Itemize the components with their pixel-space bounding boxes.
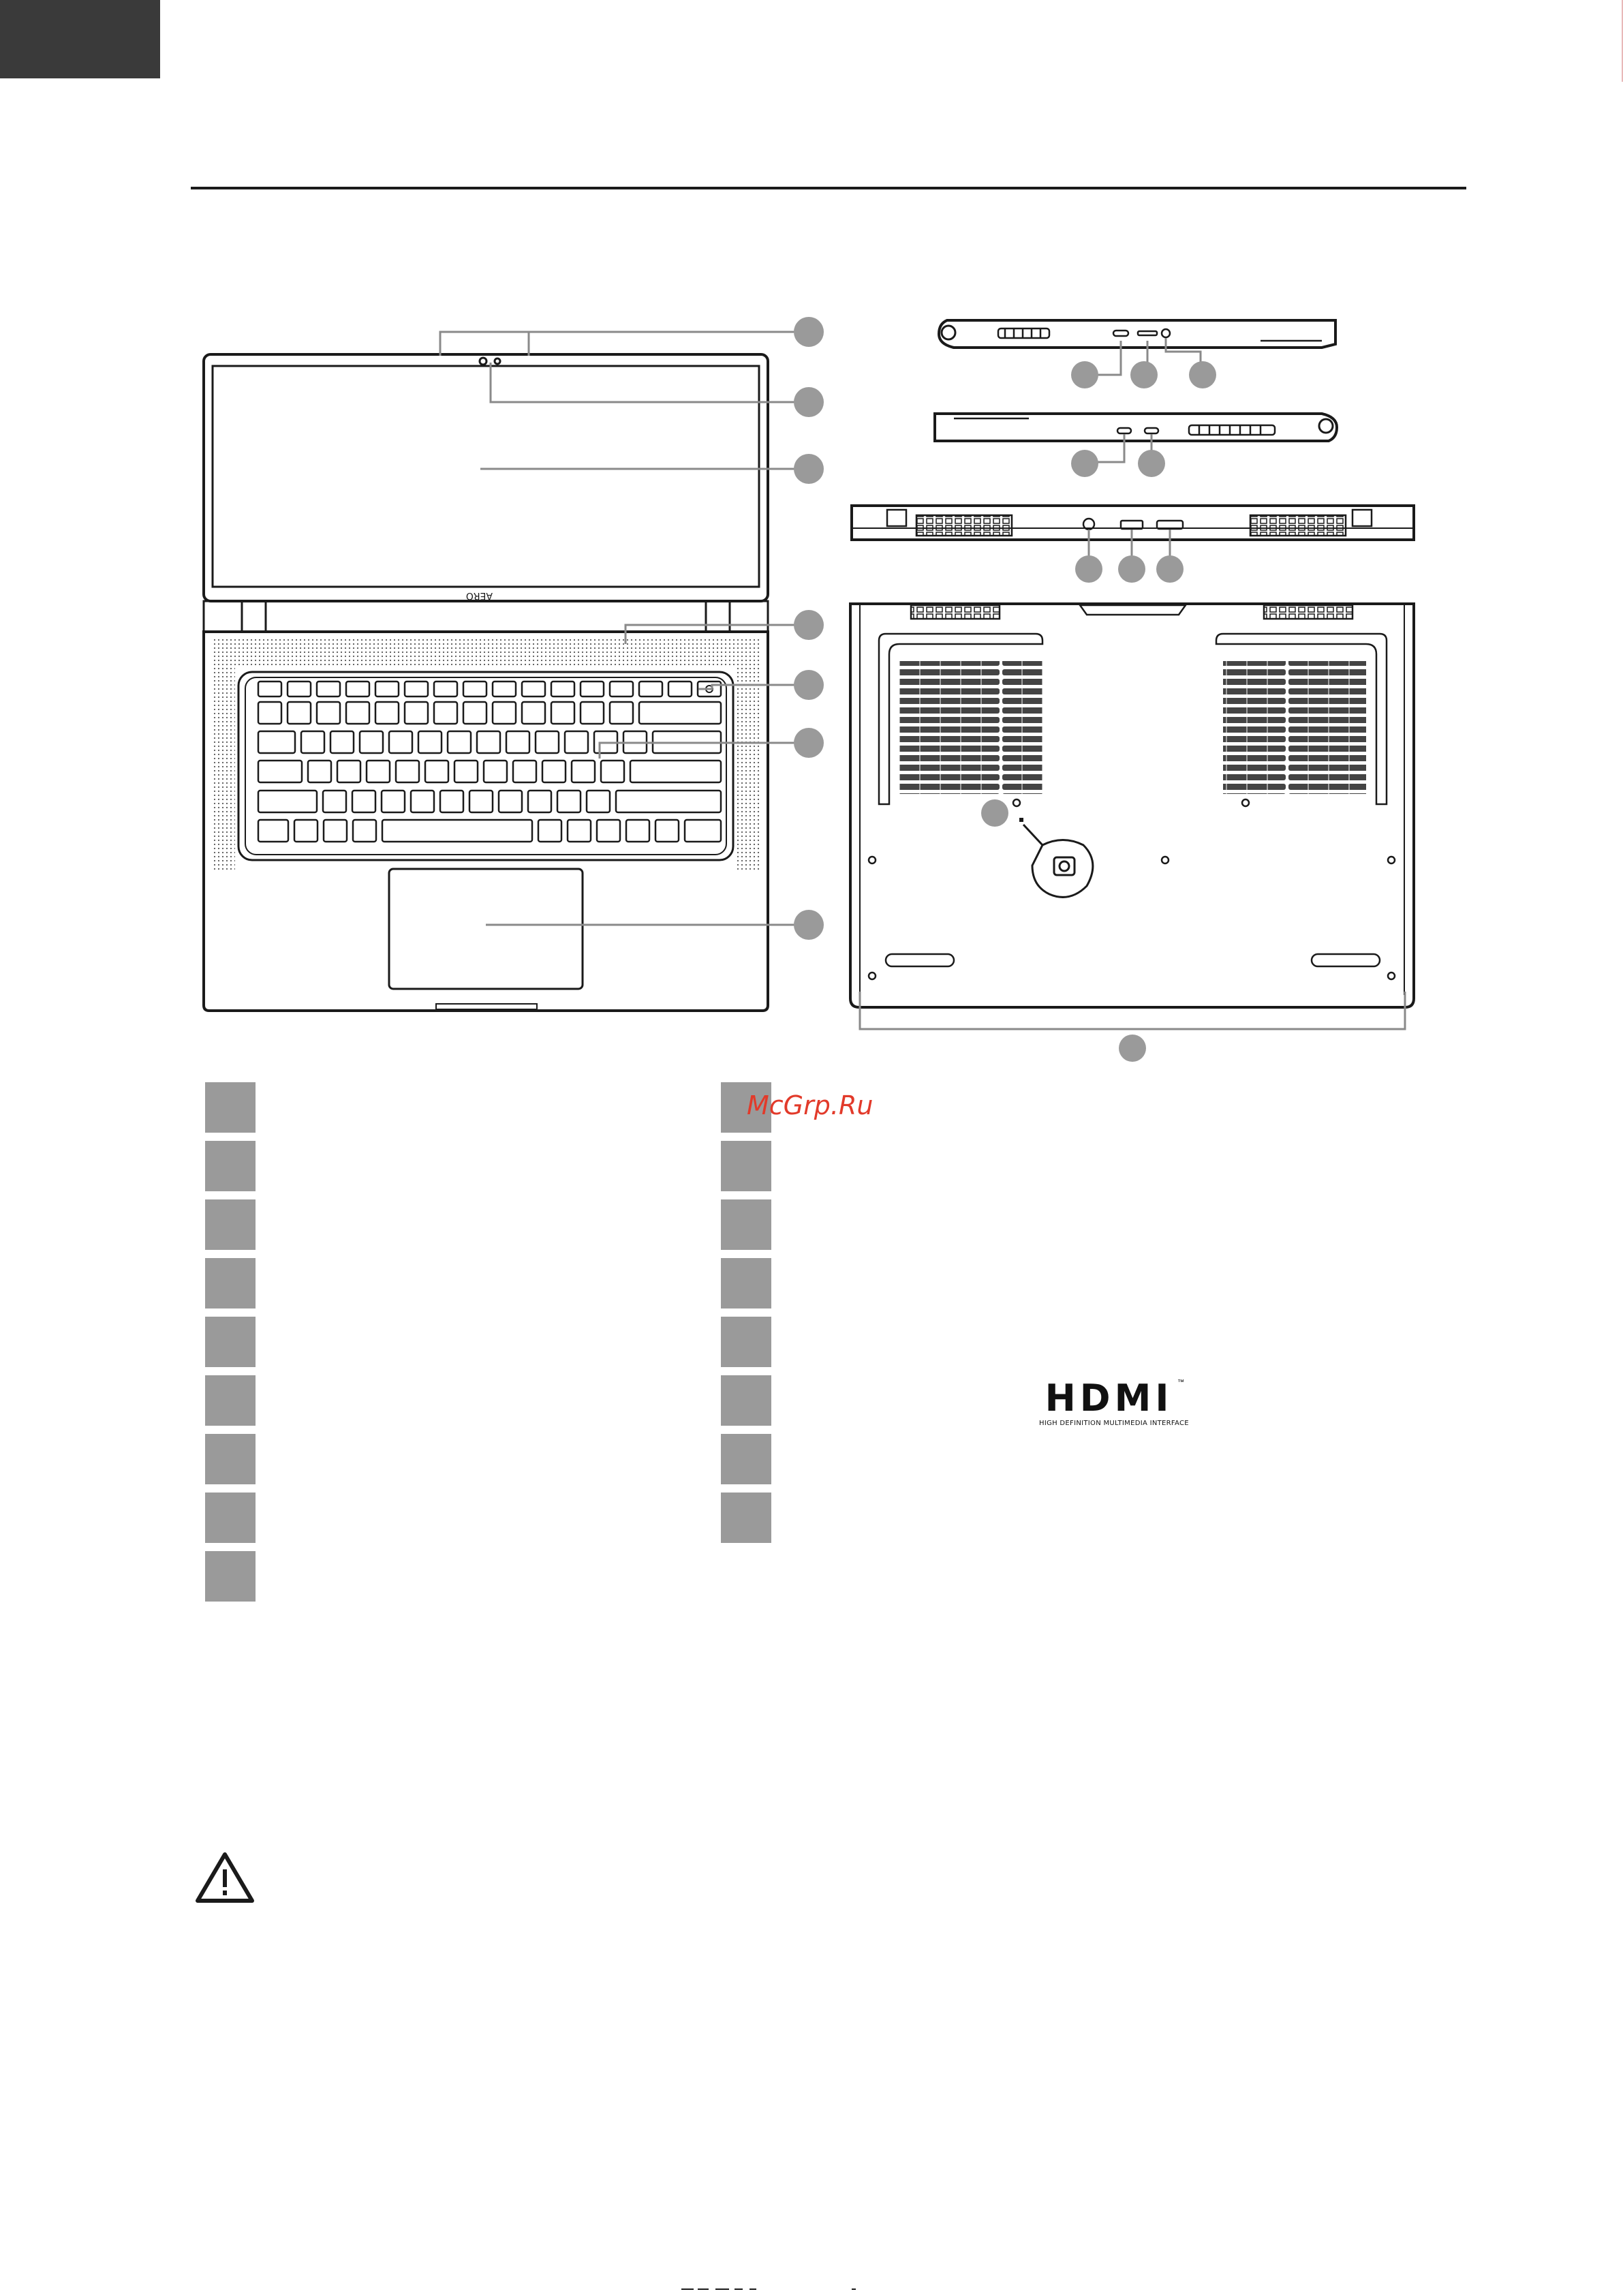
legend-badge xyxy=(205,1141,256,1191)
legend-badge xyxy=(205,1258,256,1308)
keyboard xyxy=(258,682,721,842)
laptop-right-side xyxy=(935,414,1337,441)
legend-badge xyxy=(721,1434,771,1484)
legend-badge xyxy=(721,1199,771,1250)
reset-button-icon xyxy=(1054,857,1075,875)
legend-badge xyxy=(721,1258,771,1308)
warning-triangle-icon xyxy=(194,1850,256,1905)
legend-badge xyxy=(205,1551,256,1602)
legend-badge xyxy=(205,1082,256,1133)
laptop-bottom-view xyxy=(850,604,1414,1007)
legend-badge xyxy=(205,1434,256,1484)
hdmi-wordmark: HDMI xyxy=(1045,1377,1173,1420)
legend-badge xyxy=(721,1375,771,1426)
legend-badge xyxy=(205,1317,256,1367)
hdmi-logo xyxy=(1039,1377,1189,1427)
footer-print-marks xyxy=(681,2287,1090,2291)
legend-badge xyxy=(205,1493,256,1543)
legend-badge xyxy=(721,1493,771,1543)
hdmi-tagline: HIGH DEFINITION MULTIMEDIA INTERFACE xyxy=(1039,1420,1189,1427)
lid-logo: AERO xyxy=(465,590,493,601)
hdmi-trademark: ™ xyxy=(1177,1379,1184,1386)
legend-badge xyxy=(721,1141,771,1191)
laptop-left-side xyxy=(939,320,1335,348)
legend-badge xyxy=(205,1375,256,1426)
watermark[interactable]: McGrp.Ru xyxy=(747,1090,874,1120)
legend-badge xyxy=(721,1317,771,1367)
legend-badge xyxy=(205,1199,256,1250)
